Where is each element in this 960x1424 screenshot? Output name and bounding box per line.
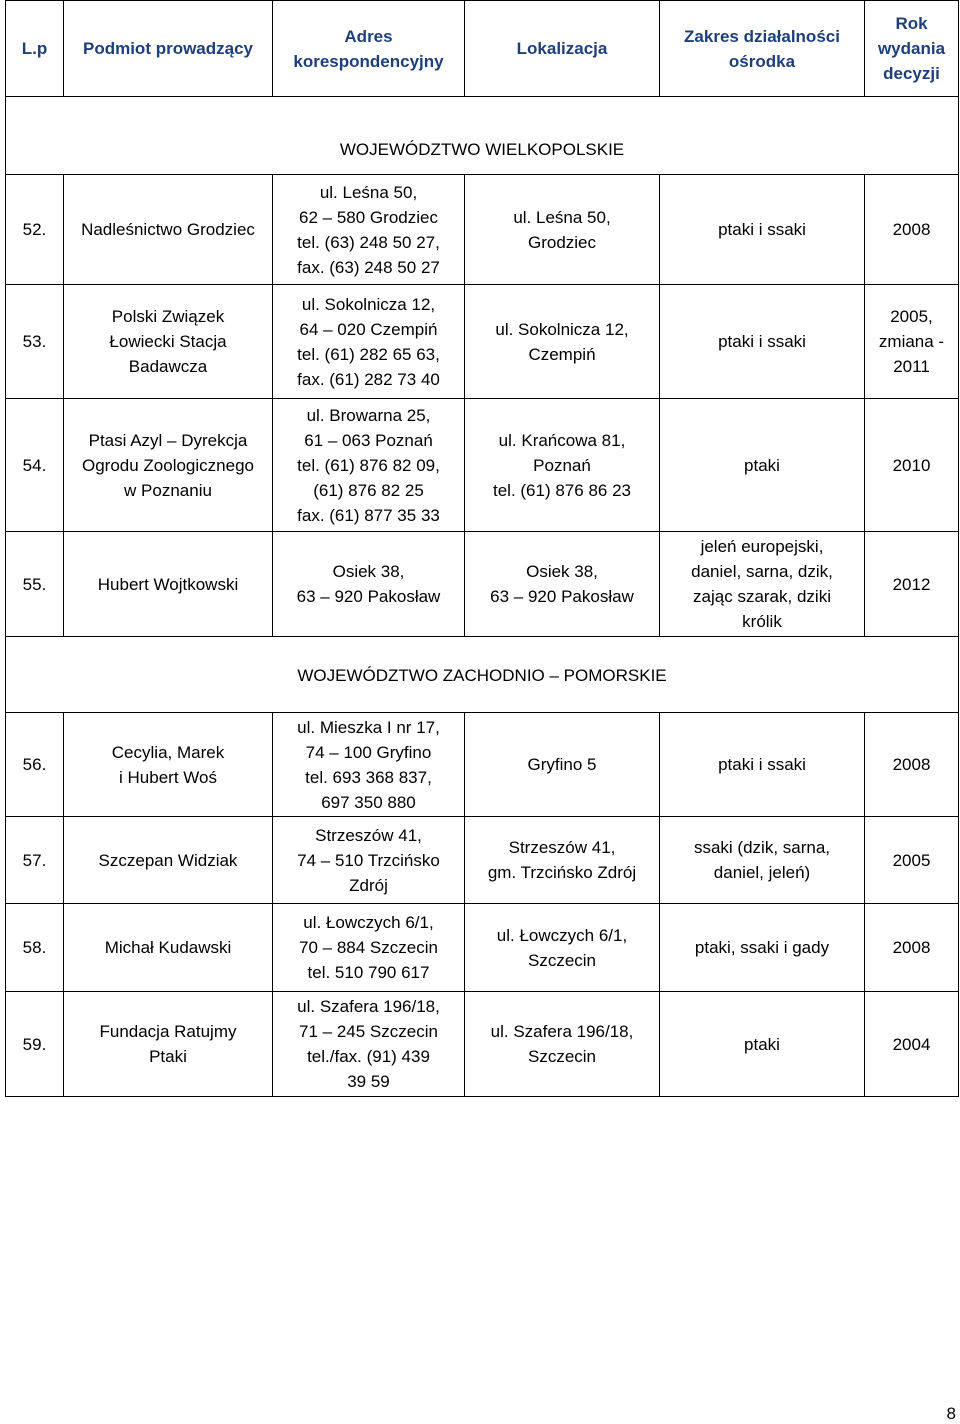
cell-year — [865, 532, 959, 637]
header-lp: L.p — [6, 1, 64, 97]
cell-year — [865, 992, 959, 1097]
cell-entity — [64, 399, 273, 532]
cell-line: 74 – 100 Gryfino — [305, 742, 432, 762]
cell-entity — [64, 713, 273, 817]
cell-year — [865, 399, 959, 532]
cell-line: tel. (61) 876 86 23 — [493, 480, 631, 500]
cell-line: 2011 — [893, 357, 930, 376]
table-row — [6, 817, 959, 904]
cell-line: Gryfino 5 — [527, 755, 597, 774]
cell-address — [273, 285, 465, 399]
cell-line: Fundacja Ratujmy — [99, 1022, 237, 1041]
cell-line: Szczecin — [527, 1047, 597, 1066]
cell-address — [273, 713, 465, 817]
table-row — [6, 285, 959, 399]
cell-line: fax. (63) 248 50 27 — [297, 257, 440, 277]
cell-line: 697 350 880 — [321, 792, 416, 812]
cell-line: zając szarak, dziki — [693, 587, 831, 606]
cell-line: (61) 876 82 25 — [313, 480, 424, 500]
cell-line: Cecylia, Marek — [111, 742, 225, 762]
cell-line: Zdrój — [349, 875, 388, 895]
cell-line: Szczecin — [527, 950, 597, 970]
cell-line: 63 – 920 Pakosław — [296, 587, 441, 606]
region-zachodniopomorskie: WOJEWÓDZTWO ZACHODNIO – POMORSKIE — [6, 637, 959, 713]
cell-address — [273, 175, 465, 285]
cell-line: fax. (61) 282 73 40 — [297, 369, 440, 389]
cell-line: 2008 — [892, 755, 931, 774]
cell-address — [273, 992, 465, 1097]
cell-line: fax. (61) 877 35 33 — [297, 505, 440, 525]
register-table — [5, 0, 959, 1097]
cell-entity — [64, 285, 273, 399]
cell-line: Łowiecki Stacja — [109, 332, 227, 351]
table-row — [6, 992, 959, 1097]
cell-line: ul. Sokolnicza 12, — [301, 294, 436, 314]
header-entity: Podmiot prowadzący — [64, 1, 273, 97]
cell-year — [865, 904, 959, 992]
cell-line: tel. (61) 876 82 09, — [297, 455, 440, 475]
cell-line: ul. Łowczych 6/1, — [303, 913, 434, 932]
cell-lp: 58. — [6, 904, 64, 992]
cell-location — [465, 713, 660, 817]
cell-line: Poznań — [533, 455, 591, 475]
cell-scope — [660, 399, 865, 532]
cell-line: w Poznaniu — [124, 480, 212, 500]
cell-line: 2005, — [890, 307, 933, 326]
page-number: 8 — [946, 1404, 956, 1423]
cell-line: daniel, jeleń) — [713, 863, 811, 882]
header-row — [6, 1, 959, 97]
cell-line: tel./fax. (91) 439 — [307, 1047, 430, 1066]
cell-entity — [64, 532, 273, 637]
header-location: Lokalizacja — [465, 1, 660, 97]
cell-line: ptaki i ssaki — [718, 220, 806, 239]
cell-line: jeleń europejski, — [700, 537, 824, 556]
cell-line: ul. Sokolnicza 12, — [495, 319, 629, 339]
cell-scope — [660, 175, 865, 285]
cell-address — [273, 817, 465, 904]
cell-year — [865, 285, 959, 399]
cell-line: 2008 — [892, 938, 931, 957]
table-row — [6, 175, 959, 285]
cell-line: ul. Browarna 25, — [306, 405, 431, 425]
cell-location — [465, 175, 660, 285]
cell-scope — [660, 285, 865, 399]
cell-line: 62 – 580 Grodziec — [299, 207, 438, 227]
cell-line: 70 – 884 Szczecin — [299, 938, 438, 957]
cell-line: ptaki — [744, 455, 780, 475]
cell-entity — [64, 817, 273, 904]
region-row — [6, 637, 959, 713]
cell-line: tel. (63) 248 50 27, — [297, 232, 440, 252]
table-row — [6, 532, 959, 637]
cell-entity — [64, 992, 273, 1097]
cell-line: królik — [742, 612, 782, 631]
cell-address — [273, 399, 465, 532]
cell-line: Czempiń — [528, 344, 596, 364]
cell-line: Badawcza — [128, 357, 208, 376]
cell-year — [865, 713, 959, 817]
cell-line: ul. Mieszka I nr 17, — [297, 717, 440, 737]
cell-line: 2012 — [892, 574, 931, 594]
cell-line: ul. Krańcowa 81, — [498, 430, 626, 450]
cell-scope — [660, 817, 865, 904]
cell-scope — [660, 713, 865, 817]
cell-lp: 57. — [6, 817, 64, 904]
cell-line: Strzeszów 41, — [508, 838, 616, 857]
cell-line: ssaki (dzik, sarna, — [693, 838, 831, 857]
cell-line: 71 – 245 Szczecin — [299, 1022, 438, 1041]
cell-line: Nadleśnictwo Grodziec — [81, 220, 255, 239]
cell-line: Polski Związek — [111, 307, 225, 326]
cell-line: 74 – 510 Trzcińsko — [297, 850, 440, 870]
cell-lp: 55. — [6, 532, 64, 637]
cell-line: ptaki — [744, 1034, 780, 1054]
cell-entity — [64, 175, 273, 285]
cell-line: tel. 510 790 617 — [307, 963, 430, 982]
cell-line: 2004 — [892, 1034, 931, 1054]
cell-line: i Hubert Woś — [119, 767, 217, 787]
cell-lp: 56. — [6, 713, 64, 817]
cell-line: gm. Trzcińsko Zdrój — [487, 863, 637, 882]
cell-location — [465, 285, 660, 399]
region-wielkopolskie: WOJEWÓDZTWO WIELKOPOLSKIE — [6, 97, 959, 175]
cell-line: Osiek 38, — [332, 562, 405, 581]
cell-line: ptaki i ssaki — [718, 332, 806, 351]
cell-line: 2005 — [892, 850, 931, 870]
cell-line: 61 – 063 Poznań — [304, 430, 433, 450]
cell-line: Ptasi Azyl – Dyrekcja — [88, 430, 248, 450]
cell-line: Szczepan Widziak — [98, 850, 238, 870]
cell-scope — [660, 532, 865, 637]
cell-line: ul. Leśna 50, — [319, 182, 418, 202]
cell-line: ul. Szafera 196/18, — [490, 1022, 634, 1041]
cell-line: 63 – 920 Pakosław — [490, 587, 634, 606]
cell-line: Strzeszów 41, — [315, 825, 422, 845]
cell-line: ul. Łowczych 6/1, — [496, 925, 628, 945]
cell-line: Ptaki — [149, 1047, 187, 1066]
cell-line: 2008 — [892, 220, 931, 239]
cell-scope — [660, 904, 865, 992]
region-row — [6, 97, 959, 175]
header-address: Adres korespondencyjny — [273, 1, 465, 97]
cell-line: Osiek 38, — [526, 562, 598, 581]
cell-lp: 59. — [6, 992, 64, 1097]
cell-line: tel. (61) 282 65 63, — [297, 344, 440, 364]
table-row — [6, 399, 959, 532]
cell-line: 39 59 — [347, 1072, 390, 1091]
cell-location — [465, 992, 660, 1097]
cell-lp: 54. — [6, 399, 64, 532]
cell-location — [465, 904, 660, 992]
cell-address — [273, 904, 465, 992]
header-year: Rok wydania decyzji — [865, 1, 959, 97]
cell-location — [465, 399, 660, 532]
cell-location — [465, 532, 660, 637]
cell-year — [865, 175, 959, 285]
cell-line: Grodziec — [527, 232, 597, 252]
cell-scope — [660, 992, 865, 1097]
cell-line: Ogrodu Zoologicznego — [81, 455, 254, 475]
header-scope: Zakres działalności ośrodka — [660, 1, 865, 97]
cell-year — [865, 817, 959, 904]
table-row — [6, 904, 959, 992]
cell-line: daniel, sarna, dzik, — [691, 562, 833, 581]
table-row — [6, 713, 959, 817]
cell-line: zmiana - — [878, 332, 945, 351]
cell-address — [273, 532, 465, 637]
cell-location — [465, 817, 660, 904]
cell-entity — [64, 904, 273, 992]
cell-line: ul. Leśna 50, — [513, 207, 611, 227]
cell-line: ptaki, ssaki i gady — [694, 938, 830, 957]
cell-lp: 53. — [6, 285, 64, 399]
cell-line: ul. Szafera 196/18, — [297, 997, 440, 1016]
cell-line: Michał Kudawski — [104, 938, 232, 957]
cell-line: 2010 — [892, 455, 931, 475]
cell-line: 64 – 020 Czempiń — [299, 319, 438, 339]
cell-line: Hubert Wojtkowski — [97, 574, 239, 594]
cell-lp: 52. — [6, 175, 64, 285]
cell-line: tel. 693 368 837, — [305, 767, 432, 787]
cell-line: ptaki i ssaki — [718, 755, 806, 774]
